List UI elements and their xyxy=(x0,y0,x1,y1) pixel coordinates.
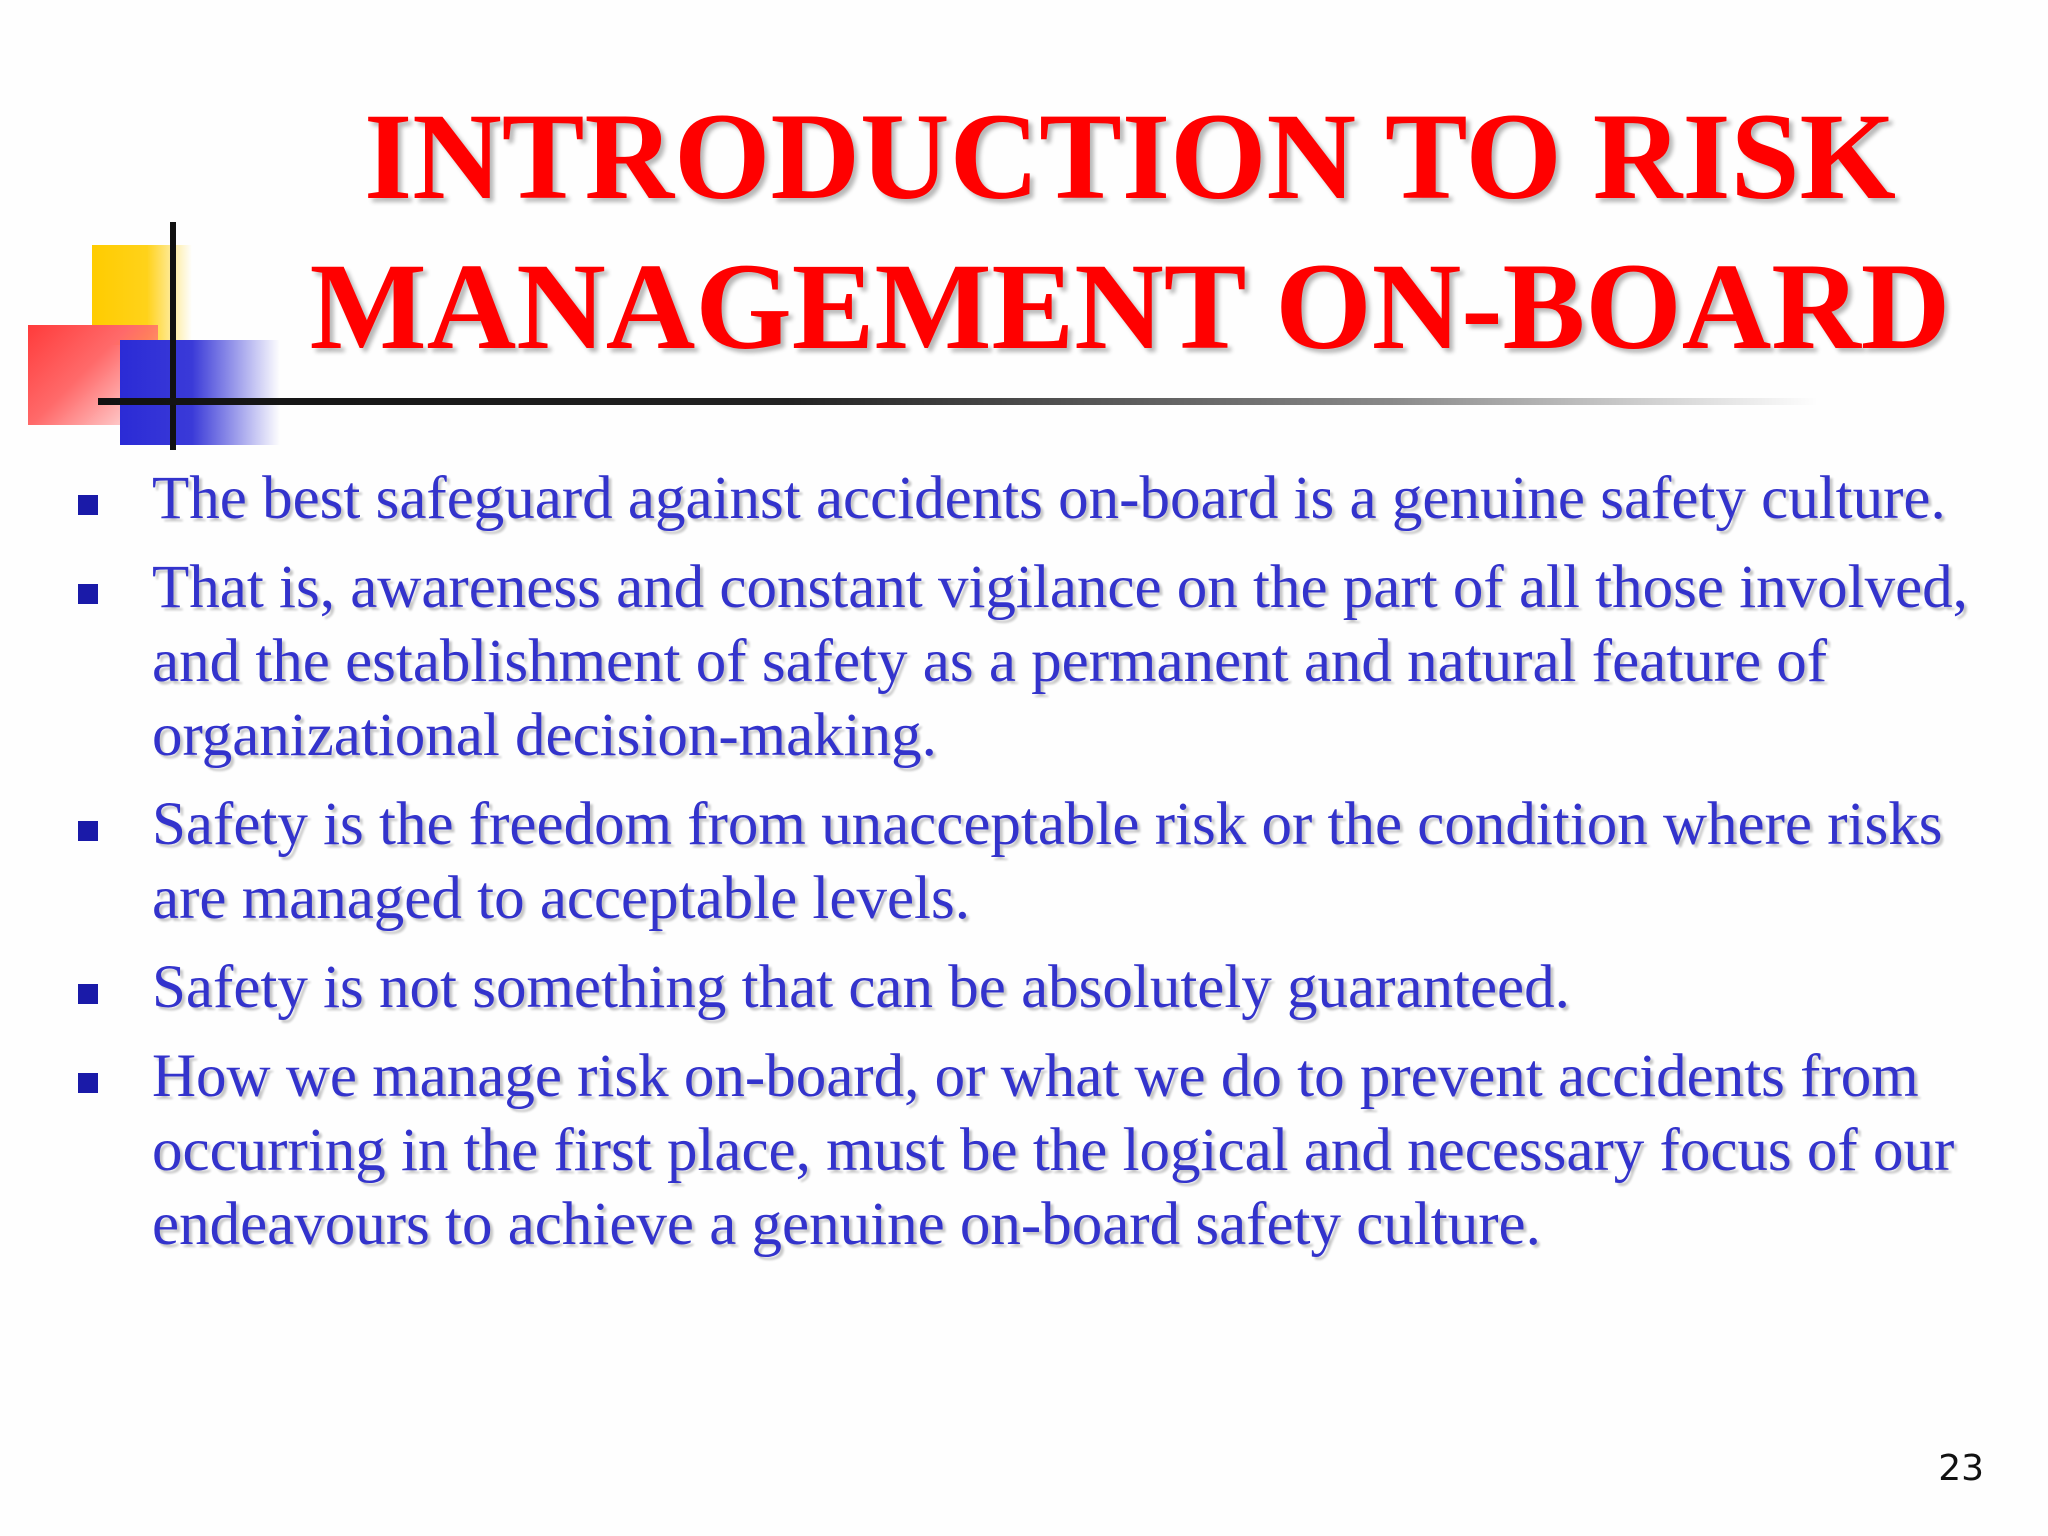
square-bullet-icon xyxy=(78,1073,98,1093)
slide-title-line-2: MANAGEMENT ON-BOARD xyxy=(309,238,1951,375)
bullet-list xyxy=(70,462,2020,1277)
square-bullet-icon xyxy=(78,984,98,1004)
bullet-text: That is, awareness and constant vigilance on the part of all those involved, and the establishment of safety as a permanent and natural feature of organizational decision-making. xyxy=(152,554,1968,769)
bullet-text: Safety is the freedom from unacceptable risk or the condition where risks are managed to acceptable levels. xyxy=(152,791,1943,932)
square-bullet-icon xyxy=(78,495,98,515)
vertical-rule-decoration xyxy=(170,222,176,450)
bullet-text: How we manage risk on-board, or what we do to prevent accidents from occurring in the first place, must be the logical and necessary focus of our endeavours to achieve a genuine on-board safety culture. xyxy=(152,1043,1955,1258)
slide-title-line-1: INTRODUCTION TO RISK xyxy=(363,88,1897,225)
slide-title xyxy=(250,82,2010,382)
bullet-item xyxy=(70,788,2020,936)
bullet-text: Safety is not something that can be absolutely guaranteed. xyxy=(152,954,1570,1021)
bullet-text: The best safeguard against accidents on-board is a genuine safety culture. xyxy=(152,465,1946,532)
bullet-item xyxy=(70,462,2020,536)
bullet-item xyxy=(70,1040,2020,1262)
bullet-item xyxy=(70,551,2020,773)
square-bullet-icon xyxy=(78,584,98,604)
page-number: 23 xyxy=(1938,1448,1984,1489)
bullet-item xyxy=(70,951,2020,1025)
horizontal-rule-decoration xyxy=(98,398,1818,405)
square-bullet-icon xyxy=(78,821,98,841)
